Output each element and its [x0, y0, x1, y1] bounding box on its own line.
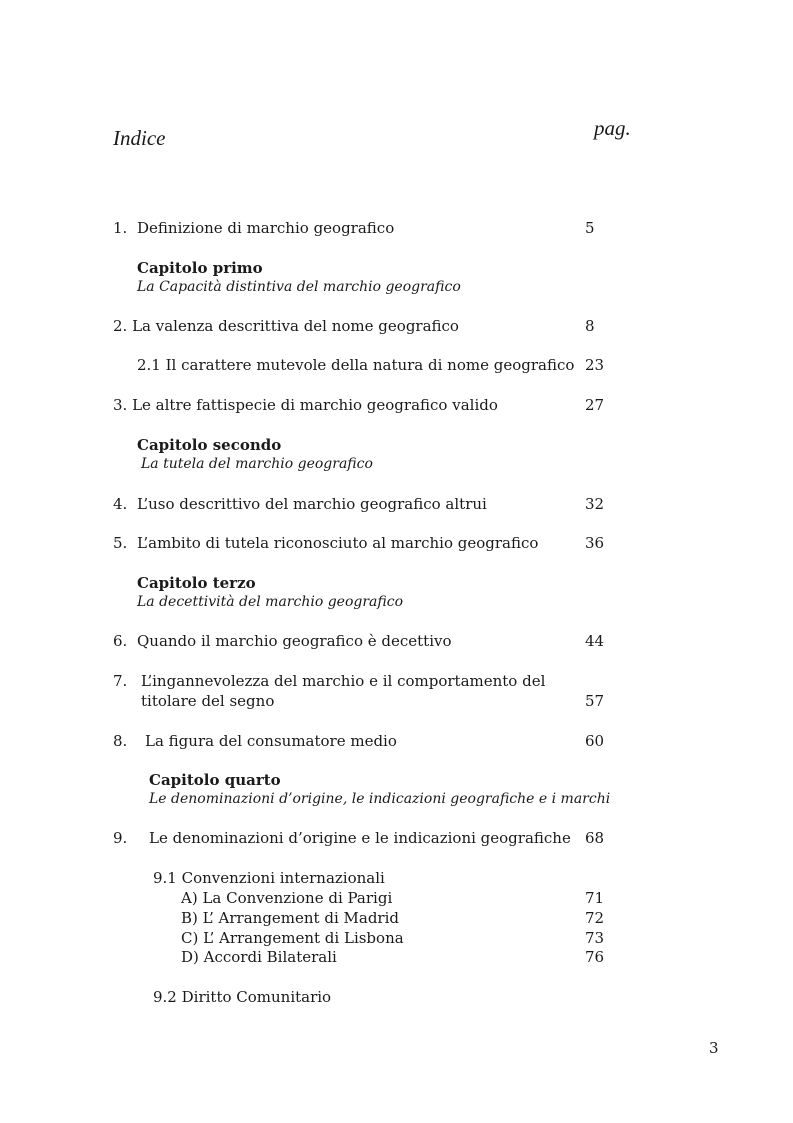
toc-entry-5-text: L’ambito di tutela riconosciuto al marchio geografico [137, 534, 539, 552]
toc-entry-3-text: 3. Le altre fattispecie di marchio geografico valido [113, 396, 498, 414]
index-title: Indice [113, 126, 166, 150]
toc-entry-8-number: 8. [113, 732, 128, 750]
toc-entry-4-number: 4. [113, 495, 128, 513]
page-number: 3 [709, 1039, 719, 1057]
toc-entry-7-text-line2: titolare del segno [141, 692, 275, 710]
toc-entry-8-page: 60 [585, 732, 605, 750]
chapter-3-title: Capitolo terzo [137, 574, 256, 592]
toc-entry-9-text: Le denominazioni d’origine e le indicazioni geografiche [149, 829, 571, 847]
toc-entry-9-page: 68 [585, 829, 605, 847]
chapter-2-title: Capitolo secondo [137, 436, 282, 454]
toc-entry-9-1-c-text: C) L’ Arrangement di Lisbona [181, 929, 404, 947]
toc-entry-1-number: 1. [113, 219, 128, 237]
toc-entry-2-page: 8 [585, 317, 595, 335]
chapter-3-subtitle: La decettività del marchio geografico [137, 594, 403, 610]
page-column-label: pag. [594, 116, 631, 140]
toc-entry-1-page: 5 [585, 219, 595, 237]
toc-entry-1-text: Definizione di marchio geografico [137, 219, 395, 237]
toc-entry-9-1-b-page: 72 [585, 909, 605, 927]
toc-entry-6-page: 44 [585, 632, 605, 650]
toc-entry-2-1-text: 2.1 Il carattere mutevole della natura di nome geografico [137, 356, 575, 374]
toc-entry-9-1-text: 9.1 Convenzioni internazionali [153, 869, 385, 887]
toc-entry-8-text: La figura del consumatore medio [145, 732, 397, 750]
toc-entry-9-1-b-text: B) L’ Arrangement di Madrid [181, 909, 399, 927]
chapter-4-title: Capitolo quarto [149, 771, 281, 789]
toc-entry-6-text: Quando il marchio geografico è decettivo [137, 632, 452, 650]
toc-entry-2-text: 2. La valenza descrittiva del nome geografico [113, 317, 459, 335]
toc-entry-4-page: 32 [585, 495, 605, 513]
toc-entry-9-1-c-page: 73 [585, 929, 605, 947]
toc-entry-9-1-d-page: 76 [585, 948, 605, 966]
toc-entry-9-1-d-text: D) Accordi Bilaterali [181, 948, 337, 966]
chapter-2-subtitle: La tutela del marchio geografico [141, 456, 373, 472]
toc-entry-9-1-a-page: 71 [585, 889, 605, 907]
toc-entry-5-number: 5. [113, 534, 128, 552]
toc-entry-3-page: 27 [585, 396, 605, 414]
toc-entry-5-page: 36 [585, 534, 605, 552]
chapter-1-title: Capitolo primo [137, 259, 263, 277]
chapter-4-subtitle: Le denominazioni d’origine, le indicazioni geografiche e i marchi [149, 791, 611, 807]
toc-entry-9-number: 9. [113, 829, 128, 847]
toc-entry-4-text: L’uso descrittivo del marchio geografico altrui [137, 495, 487, 513]
toc-entry-2-1-page: 23 [585, 356, 605, 374]
toc-entry-6-number: 6. [113, 632, 128, 650]
toc-entry-9-1-a-text: A) La Convenzione di Parigi [181, 889, 393, 907]
toc-entry-7-page: 57 [585, 692, 605, 710]
toc-entry-9-2-text: 9.2 Diritto Comunitario [153, 988, 332, 1006]
chapter-1-subtitle: La Capacità distintiva del marchio geografico [137, 279, 461, 295]
toc-entry-7-number: 7. [113, 672, 128, 690]
toc-entry-7-text-line1: L’ingannevolezza del marchio e il comportamento del [141, 672, 546, 690]
